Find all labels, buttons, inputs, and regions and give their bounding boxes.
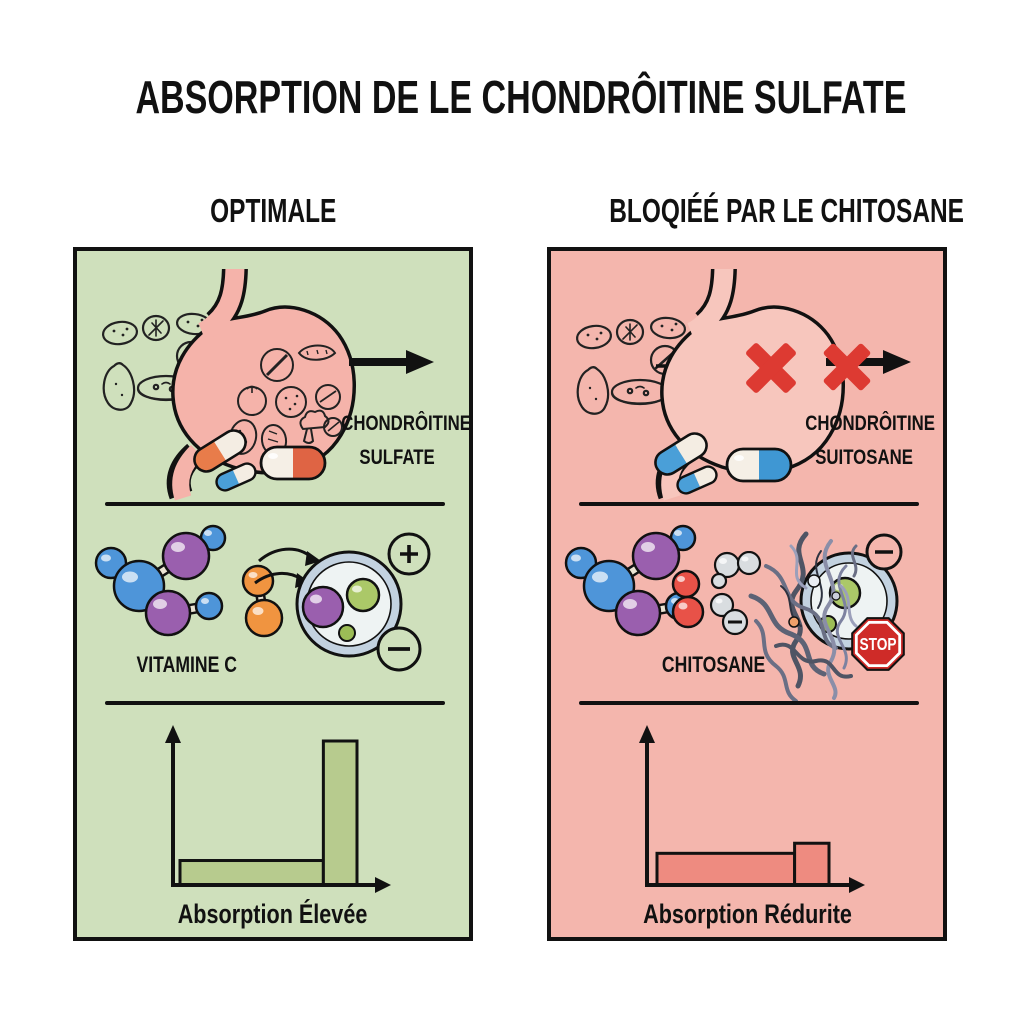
left-panel-optimal [73,247,473,941]
right-panel-blocked [547,247,947,941]
section-divider [579,502,919,506]
section-divider [105,701,445,705]
arrow-right-big-icon [349,349,434,375]
red-x-icon [741,338,801,398]
page-title: ABSORPTION DE LE CHONDRÔITINE SULFATE [135,71,907,123]
stop-label: STOP [859,635,897,655]
capsule-large-icon [257,444,329,482]
cell-icon [249,529,479,679]
supplement-label: CHONDRÔITINE SUITOSANE [805,412,935,470]
blocker-label: CHITOSANE [661,652,766,677]
plus-icon [389,534,429,574]
supplement-label: CHONDRÔITINE SULFATE [341,412,471,470]
bar [795,843,829,885]
chart-caption: Absorption Rédurite [642,899,852,929]
capsule-pair-icon [182,423,262,498]
section-divider [105,502,445,506]
section-divider [579,701,919,705]
right-panel-header: BLOQIÉÉ PAR LE CHITOSANE [609,192,964,229]
bar [180,861,323,885]
stop-sign-icon [849,615,907,673]
absorption-chart [155,725,415,905]
chart-caption: Absorption Élevée [178,899,368,929]
curved-arrow-icon [259,549,311,561]
red-x-icon [819,339,875,395]
absorption-chart [629,725,889,905]
capsule-pair-icon [643,426,723,501]
enhancer-label: VITAMINE C [136,652,238,677]
minus-icon [378,628,420,670]
curved-arrow-icon [255,573,301,583]
bar [323,741,357,885]
left-panel-header: OPTIMALE [209,192,337,229]
bar [657,853,795,885]
minus-icon [864,532,904,572]
chondroitin-molecule-icon [89,516,239,656]
capsule-large-icon [723,446,795,484]
